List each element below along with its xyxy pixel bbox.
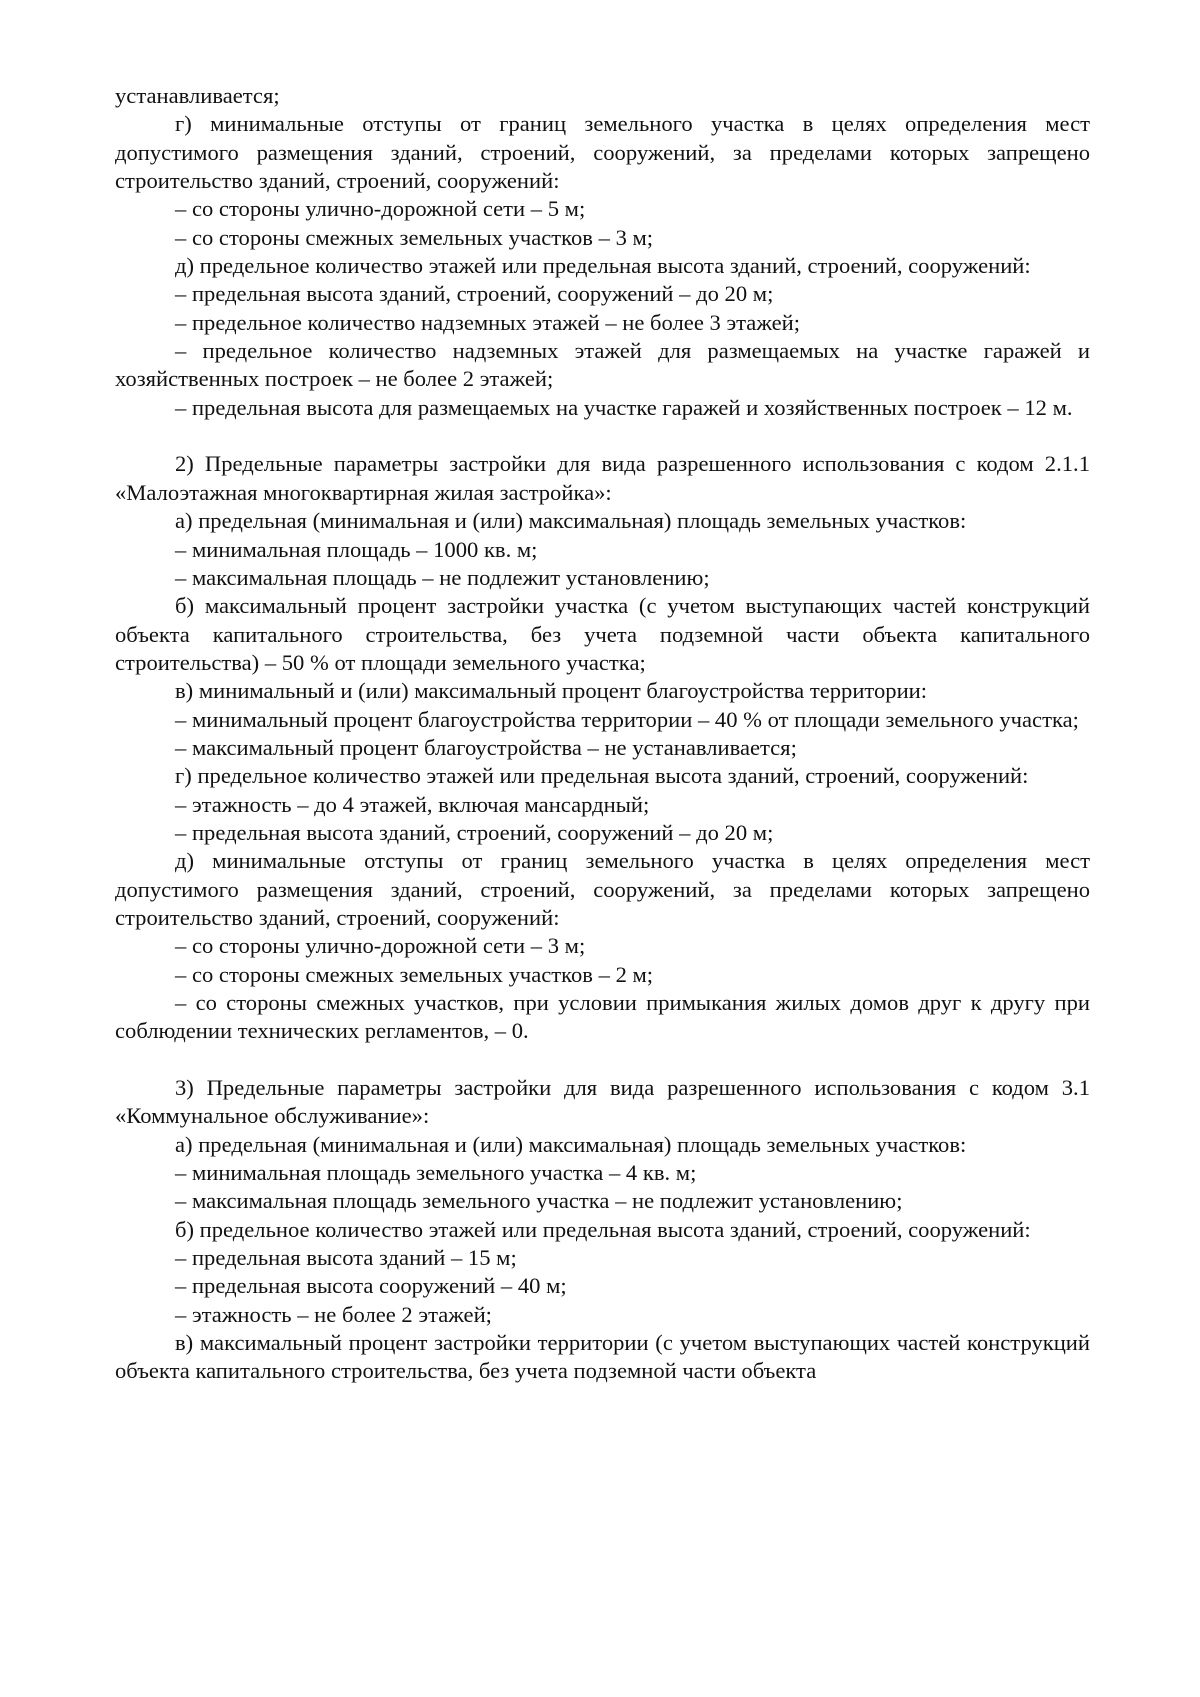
paragraph-b-coverage: б) максимальный процент застройки участка (с учетом выступающих частей конструкций объекта капитального строительства, без учета подземной части объекта капитального строительства) – 50 % от площади земельного участка; [115,593,1090,675]
section-heading-3: 3) Предельные параметры застройки для вида разрешенного использования с кодом 3.1 «Коммунальное обслуживание»: [115,1075,1090,1129]
list-item: – со стороны смежных земельных участков – 3 м; [175,224,654,250]
list-item: – максимальный процент благоустройства – не устанавливается; [175,734,797,760]
section-heading-2: 2) Предельные параметры застройки для вида разрешенного использования с кодом 2.1.1 «Малоэтажная многоквартирная жилая застройка»: [115,451,1090,505]
paragraph-continuation: устанавливается; [115,83,280,108]
list-item: – максимальная площадь земельного участка – не подлежит установлению; [175,1188,903,1214]
paragraph-v-coverage: в) максимальный процент застройки территории (с учетом выступающих частей конструкций объекта капитального строительства, без учета подземной части объекта [115,1330,1090,1384]
list-item: – предельная высота зданий, строений, сооружений – до 20 м; [175,819,774,845]
paragraph-b-floors: б) предельное количество этажей или предельная высота зданий, строений, сооружений: [175,1216,1031,1242]
paragraph-v-landscaping: в) минимальный и (или) максимальный процент благоустройства территории: [175,678,928,704]
list-item: – предельная высота для размещаемых на участке гаражей и хозяйственных построек – 12 м. [175,394,1073,420]
list-item: – предельное количество надземных этажей – не более 3 этажей; [175,309,801,335]
paragraph-d-setbacks: д) минимальные отступы от границ земельного участка в целях определения мест допустимого размещения зданий, строений, сооружений, за пределами которых запрещено строительство зданий, строений, сооружений: [115,848,1090,930]
list-item: – этажность – до 4 этажей, включая мансардный; [175,791,650,817]
document-page [115,82,1090,1386]
list-item: – со стороны смежных участков, при условии примыкания жилых домов друг к другу при соблюдении технических регламентов, – 0. [115,990,1090,1044]
list-item: – предельное количество надземных этажей для размещаемых на участке гаражей и хозяйственных построек – не более 2 этажей; [115,338,1090,392]
list-item: – предельная высота сооружений – 40 м; [175,1273,567,1299]
list-item: – со стороны улично-дорожной сети – 5 м; [175,196,586,222]
paragraph-g-setbacks: г) минимальные отступы от границ земельного участка в целях определения мест допустимого размещения зданий, строений, сооружений, за пределами которых запрещено строительство зданий, строений, сооружений: [115,111,1090,194]
paragraph-a-area: а) предельная (минимальная и (или) максимальная) площадь земельных участков: [175,508,967,534]
paragraph-g-floors: г) предельное количество этажей или предельная высота зданий, строений, сооружений: [175,763,1029,789]
list-item: – минимальный процент благоустройства территории – 40 % от площади земельного участка; [175,706,1079,732]
section-gap [115,422,1090,450]
list-item: – предельная высота зданий, строений, сооружений – до 20 м; [175,281,774,307]
list-item: – со стороны смежных земельных участков – 2 м; [175,961,654,987]
list-item: – минимальная площадь – 1000 кв. м; [175,536,538,562]
paragraph-a-area: а) предельная (минимальная и (или) максимальная) площадь земельных участков: [175,1131,967,1157]
section-gap [115,1046,1090,1074]
list-item: – максимальная площадь – не подлежит установлению; [175,564,710,590]
paragraph-d-floors: д) предельное количество этажей или предельная высота зданий, строений, сооружений: [175,253,1031,279]
list-item: – со стороны улично-дорожной сети – 3 м; [175,933,586,959]
list-item: – этажность – не более 2 этажей; [175,1301,492,1327]
list-item: – предельная высота зданий – 15 м; [175,1245,517,1271]
list-item: – минимальная площадь земельного участка – 4 кв. м; [175,1160,697,1186]
